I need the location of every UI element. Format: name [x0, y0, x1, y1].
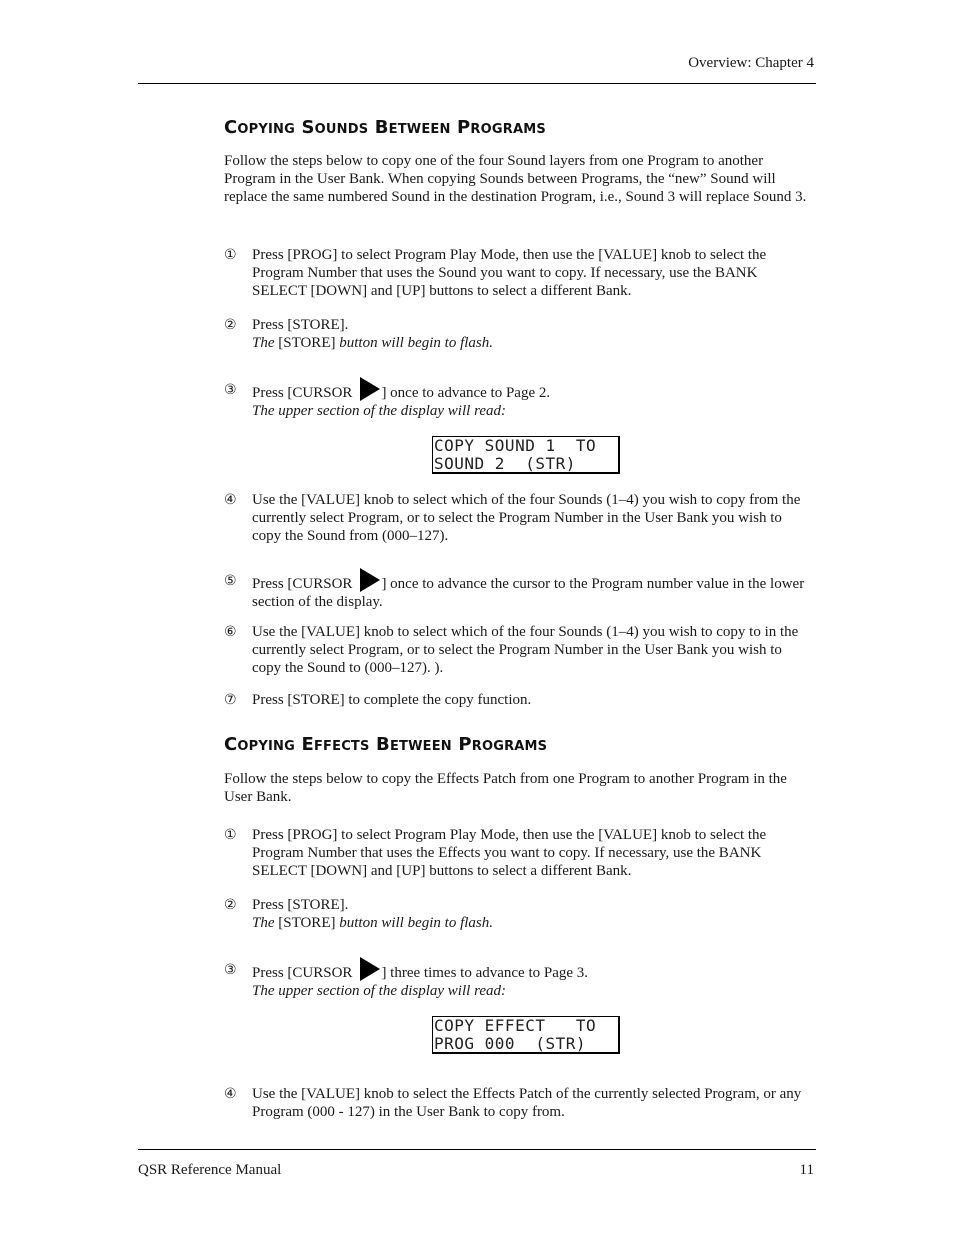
step-text: Press [STORE]. [252, 317, 349, 333]
s2-step-1 [224, 826, 814, 880]
section-title-copy-effects: Copying Effects Between Programs [224, 734, 548, 755]
step-note: The upper section of the display will read: [252, 403, 506, 419]
step-text: Press [PROG] to select Program Play Mode, then use the [VALUE] knob to select the Program Number that uses the Effects you want to copy. If necessary, use the BANK SELECT [DOWN] and [UP] buttons to select a different Bank. [252, 827, 767, 879]
step-text: Press [STORE]. [252, 897, 349, 913]
step-number: ④ [224, 1086, 237, 1102]
s1-step-1 [224, 246, 814, 300]
s1-step-2 [224, 316, 814, 352]
step-text: Press [CURSOR ] three times to advance to Page 3. [252, 957, 814, 982]
footer-rule [138, 1149, 816, 1150]
lcd-line-1: COPY SOUND 1 TO [434, 436, 597, 455]
step-note: The [STORE] button will begin to flash. [252, 335, 493, 351]
header-rule [138, 83, 816, 84]
step-number: ③ [224, 962, 237, 978]
cursor-right-icon [360, 568, 380, 592]
step-text: Press [CURSOR ] once to advance to Page 2. [252, 377, 814, 402]
step-number: ② [224, 317, 237, 333]
lcd-display-copy-effect [432, 1016, 620, 1054]
s1-step-6 [224, 623, 814, 677]
section-title-copy-sounds: Copying Sounds Between Programs [224, 117, 546, 138]
step-note: The [STORE] button will begin to flash. [252, 915, 493, 931]
cursor-right-icon [360, 377, 380, 401]
lcd-line-2: PROG 000 (STR) [434, 1034, 586, 1053]
s2-step-3 [224, 957, 814, 1000]
step-text: Use the [VALUE] knob to select the Effects Patch of the currently selected Program, or any Program (000 - 127) in the User Bank to copy from. [252, 1086, 802, 1120]
step-number: ① [224, 827, 237, 843]
step-number: ⑤ [224, 573, 237, 589]
cursor-right-icon [360, 957, 380, 981]
running-header: Overview: Chapter 4 [688, 55, 814, 71]
section2-intro: Follow the steps below to copy the Effects Patch from one Program to another Program in the User Bank. [224, 771, 787, 805]
lcd-line-2: SOUND 2 (STR) [434, 454, 576, 473]
step-number: ③ [224, 382, 237, 398]
step-number: ④ [224, 492, 237, 508]
step-text: Press [STORE] to complete the copy function. [252, 692, 532, 708]
step-note: The upper section of the display will read: [252, 983, 506, 999]
s1-step-4 [224, 491, 814, 545]
s1-step-3 [224, 377, 814, 420]
lcd-display-copy-sound [432, 436, 620, 474]
step-number: ② [224, 897, 237, 913]
s2-step-4 [224, 1085, 814, 1121]
step-text: Press [CURSOR ] once to advance the cursor to the Program number value in the lower section of the display. [252, 568, 814, 611]
step-number: ⑦ [224, 692, 237, 708]
lcd-line-1: COPY EFFECT TO [434, 1016, 597, 1035]
footer-manual-title: QSR Reference Manual [138, 1162, 282, 1178]
step-text: Use the [VALUE] knob to select which of the four Sounds (1–4) you wish to copy from the currently select Program, or to select the Program Number in the User Bank you wish to copy the Sound from (000–127). [252, 492, 801, 544]
s1-step-7 [224, 691, 814, 709]
page-number: 11 [799, 1162, 814, 1178]
step-number: ① [224, 247, 237, 263]
section1-intro: Follow the steps below to copy one of the four Sound layers from one Program to another Program in the User Bank. When copying Sounds between Programs, the “new” Sound will replace the same numbered Sound in the destination Program, i.e., Sound 3 will replace Sound 3. [224, 153, 807, 205]
s1-step-5 [224, 568, 814, 611]
s2-step-2 [224, 896, 814, 932]
step-text: Press [PROG] to select Program Play Mode, then use the [VALUE] knob to select the Program Number that uses the Sound you want to copy. If necessary, use the BANK SELECT [DOWN] and [UP] buttons to select a different Bank. [252, 247, 767, 299]
step-text: Use the [VALUE] knob to select which of the four Sounds (1–4) you wish to copy to in the currently select Program, or to select the Program Number in the User Bank you wish to copy the Sound to (000–127). ). [252, 624, 799, 676]
step-number: ⑥ [224, 624, 237, 640]
